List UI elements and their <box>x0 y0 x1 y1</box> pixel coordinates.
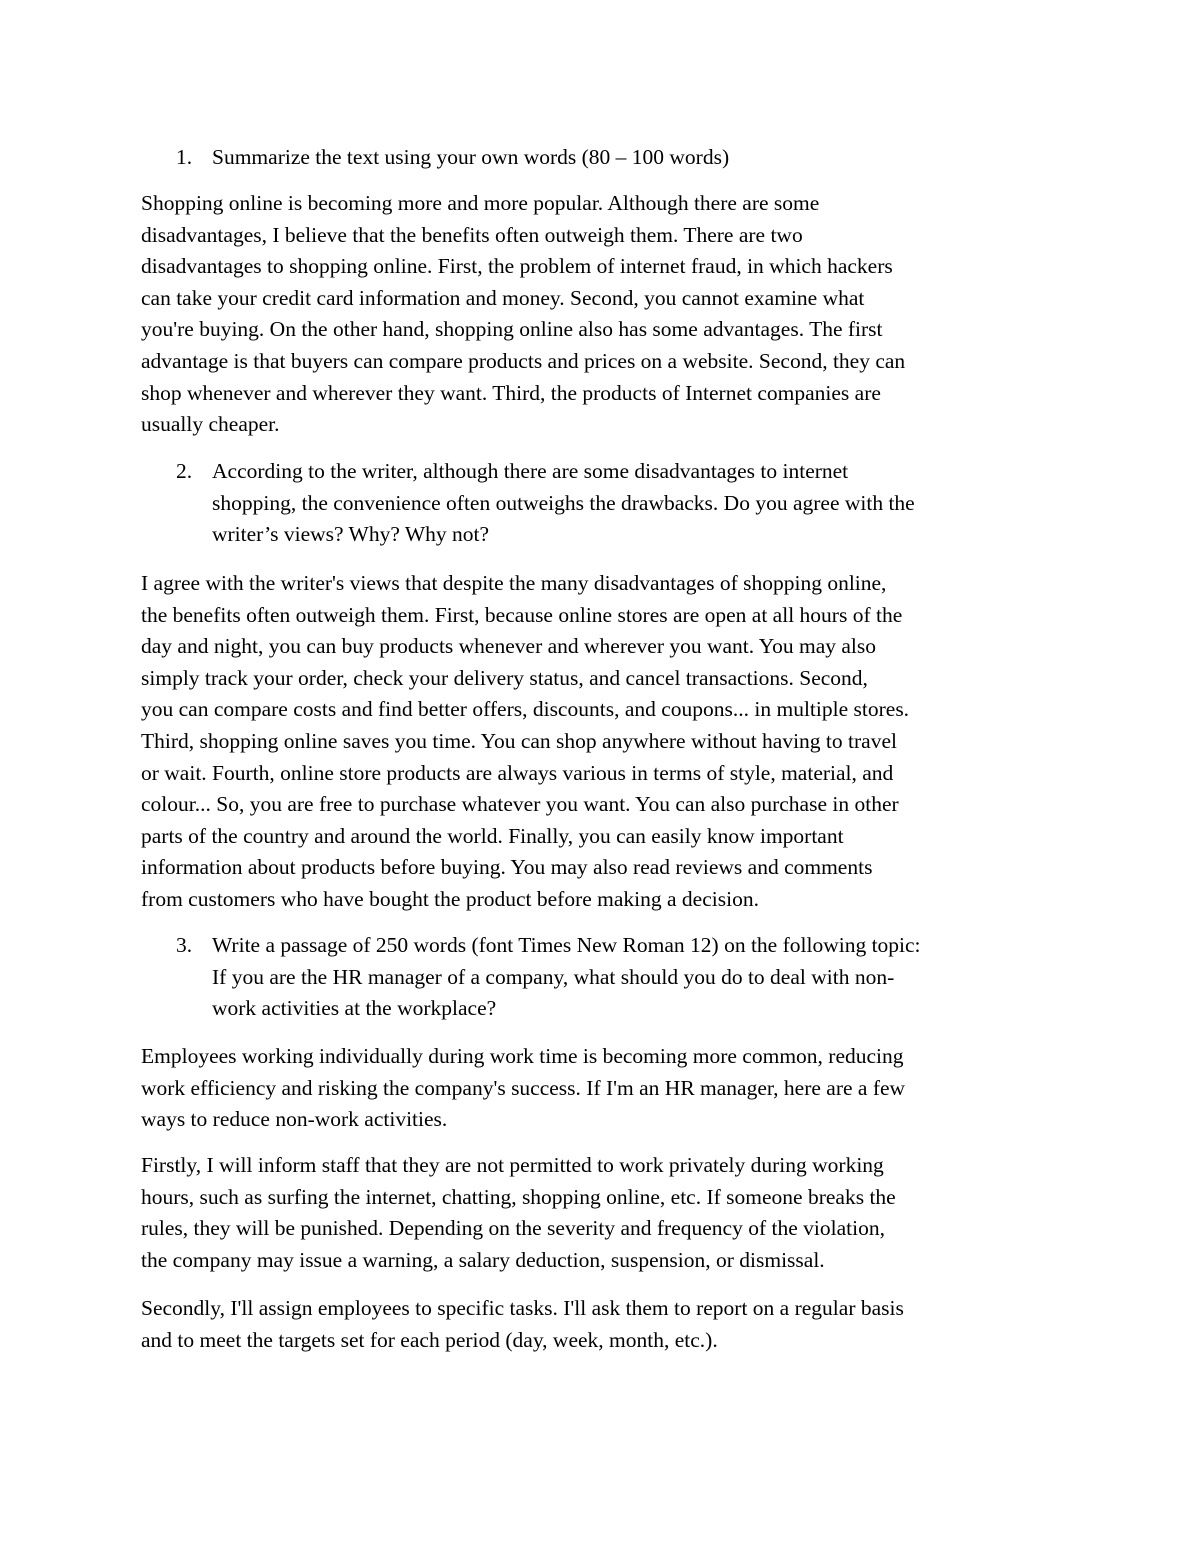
question-3-line: If you are the HR manager of a company, what should you do to deal with non- <box>212 964 895 989</box>
question-3-line: Write a passage of 250 words (font Times New Roman 12) on the following topic: <box>212 933 921 957</box>
question-3 <box>176 930 1066 1025</box>
question-1-text: Summarize the text using your own words (80 – 100 words) <box>212 145 730 169</box>
answer-1-line: Shopping online is becoming more and more popular. Although there are some <box>141 191 820 215</box>
answer-3-line: hours, such as surfing the internet, chatting, shopping online, etc. If someone breaks the <box>141 1184 896 1209</box>
answer-3-line: Firstly, I will inform staff that they are not permitted to work privately during working <box>141 1153 884 1177</box>
answer-2-line: the benefits often outweigh them. First, because online stores are open at all hours of the <box>141 602 903 627</box>
answer-3-paragraph-2 <box>141 1150 1061 1276</box>
question-2 <box>176 456 1066 551</box>
question-2-line: According to the writer, although there are some disadvantages to internet <box>212 459 849 483</box>
answer-2-paragraph <box>141 568 1061 916</box>
answer-2-line: Third, shopping online saves you time. You can shop anywhere without having to travel <box>141 728 897 753</box>
question-1-number: 1. <box>176 145 193 169</box>
answer-3-line: and to meet the targets set for each period (day, week, month, etc.). <box>141 1327 718 1352</box>
question-1 <box>176 142 1066 174</box>
answer-3-line: the company may issue a warning, a salary deduction, suspension, or dismissal. <box>141 1247 825 1272</box>
answer-2-line: I agree with the writer's views that despite the many disadvantages of shopping online, <box>141 571 887 595</box>
answer-1-line: disadvantages, I believe that the benefits often outweigh them. There are two <box>141 222 803 247</box>
answer-1-line: shop whenever and wherever they want. Third, the products of Internet companies are <box>141 380 881 405</box>
question-3-line: work activities at the workplace? <box>212 996 497 1021</box>
answer-2-line: from customers who have bought the product before making a decision. <box>141 886 759 911</box>
question-2-number: 2. <box>176 459 193 483</box>
answer-2-line: parts of the country and around the world. Finally, you can easily know important <box>141 823 844 848</box>
answer-2-line: colour... So, you are free to purchase whatever you want. You can also purchase in other <box>141 792 899 817</box>
answer-1-line: disadvantages to shopping online. First, the problem of internet fraud, in which hackers <box>141 254 893 279</box>
answer-3-paragraph-1 <box>141 1041 1061 1136</box>
answer-3-line: rules, they will be punished. Depending on the severity and frequency of the violation, <box>141 1216 885 1241</box>
answer-1-line: you're buying. On the other hand, shopping online also has some advantages. The first <box>141 317 883 342</box>
answer-2-line: you can compare costs and find better offers, discounts, and coupons... in multiple stores. <box>141 697 910 722</box>
answer-3-line: work efficiency and risking the company's success. If I'm an HR manager, here are a few <box>141 1075 906 1100</box>
answer-3-line: ways to reduce non-work activities. <box>141 1107 448 1132</box>
answer-3-paragraph-3 <box>141 1293 1061 1356</box>
answer-2-line: information about products before buying. You may also read reviews and comments <box>141 855 873 880</box>
answer-2-line: day and night, you can buy products whenever and wherever you want. You may also <box>141 634 877 659</box>
answer-1-line: can take your credit card information and money. Second, you cannot examine what <box>141 285 865 310</box>
question-3-number: 3. <box>176 933 193 957</box>
answer-1-line: usually cheaper. <box>141 412 280 437</box>
answer-1-paragraph <box>141 188 1061 441</box>
question-2-line: shopping, the convenience often outweighs the drawbacks. Do you agree with the <box>212 490 915 515</box>
question-2-text <box>212 456 1066 551</box>
question-3-text <box>212 930 1066 1025</box>
answer-2-line: simply track your order, check your delivery status, and cancel transactions. Second, <box>141 665 868 690</box>
answer-1-line: advantage is that buyers can compare products and prices on a website. Second, they can <box>141 348 906 373</box>
answer-3-line: Secondly, I'll assign employees to specific tasks. I'll ask them to report on a regular basis <box>141 1296 904 1320</box>
question-2-line: writer’s views? Why? Why not? <box>212 522 490 547</box>
answer-3-line: Employees working individually during work time is becoming more common, reducing <box>141 1044 904 1068</box>
answer-2-line: or wait. Fourth, online store products are always various in terms of style, material, and <box>141 760 894 785</box>
